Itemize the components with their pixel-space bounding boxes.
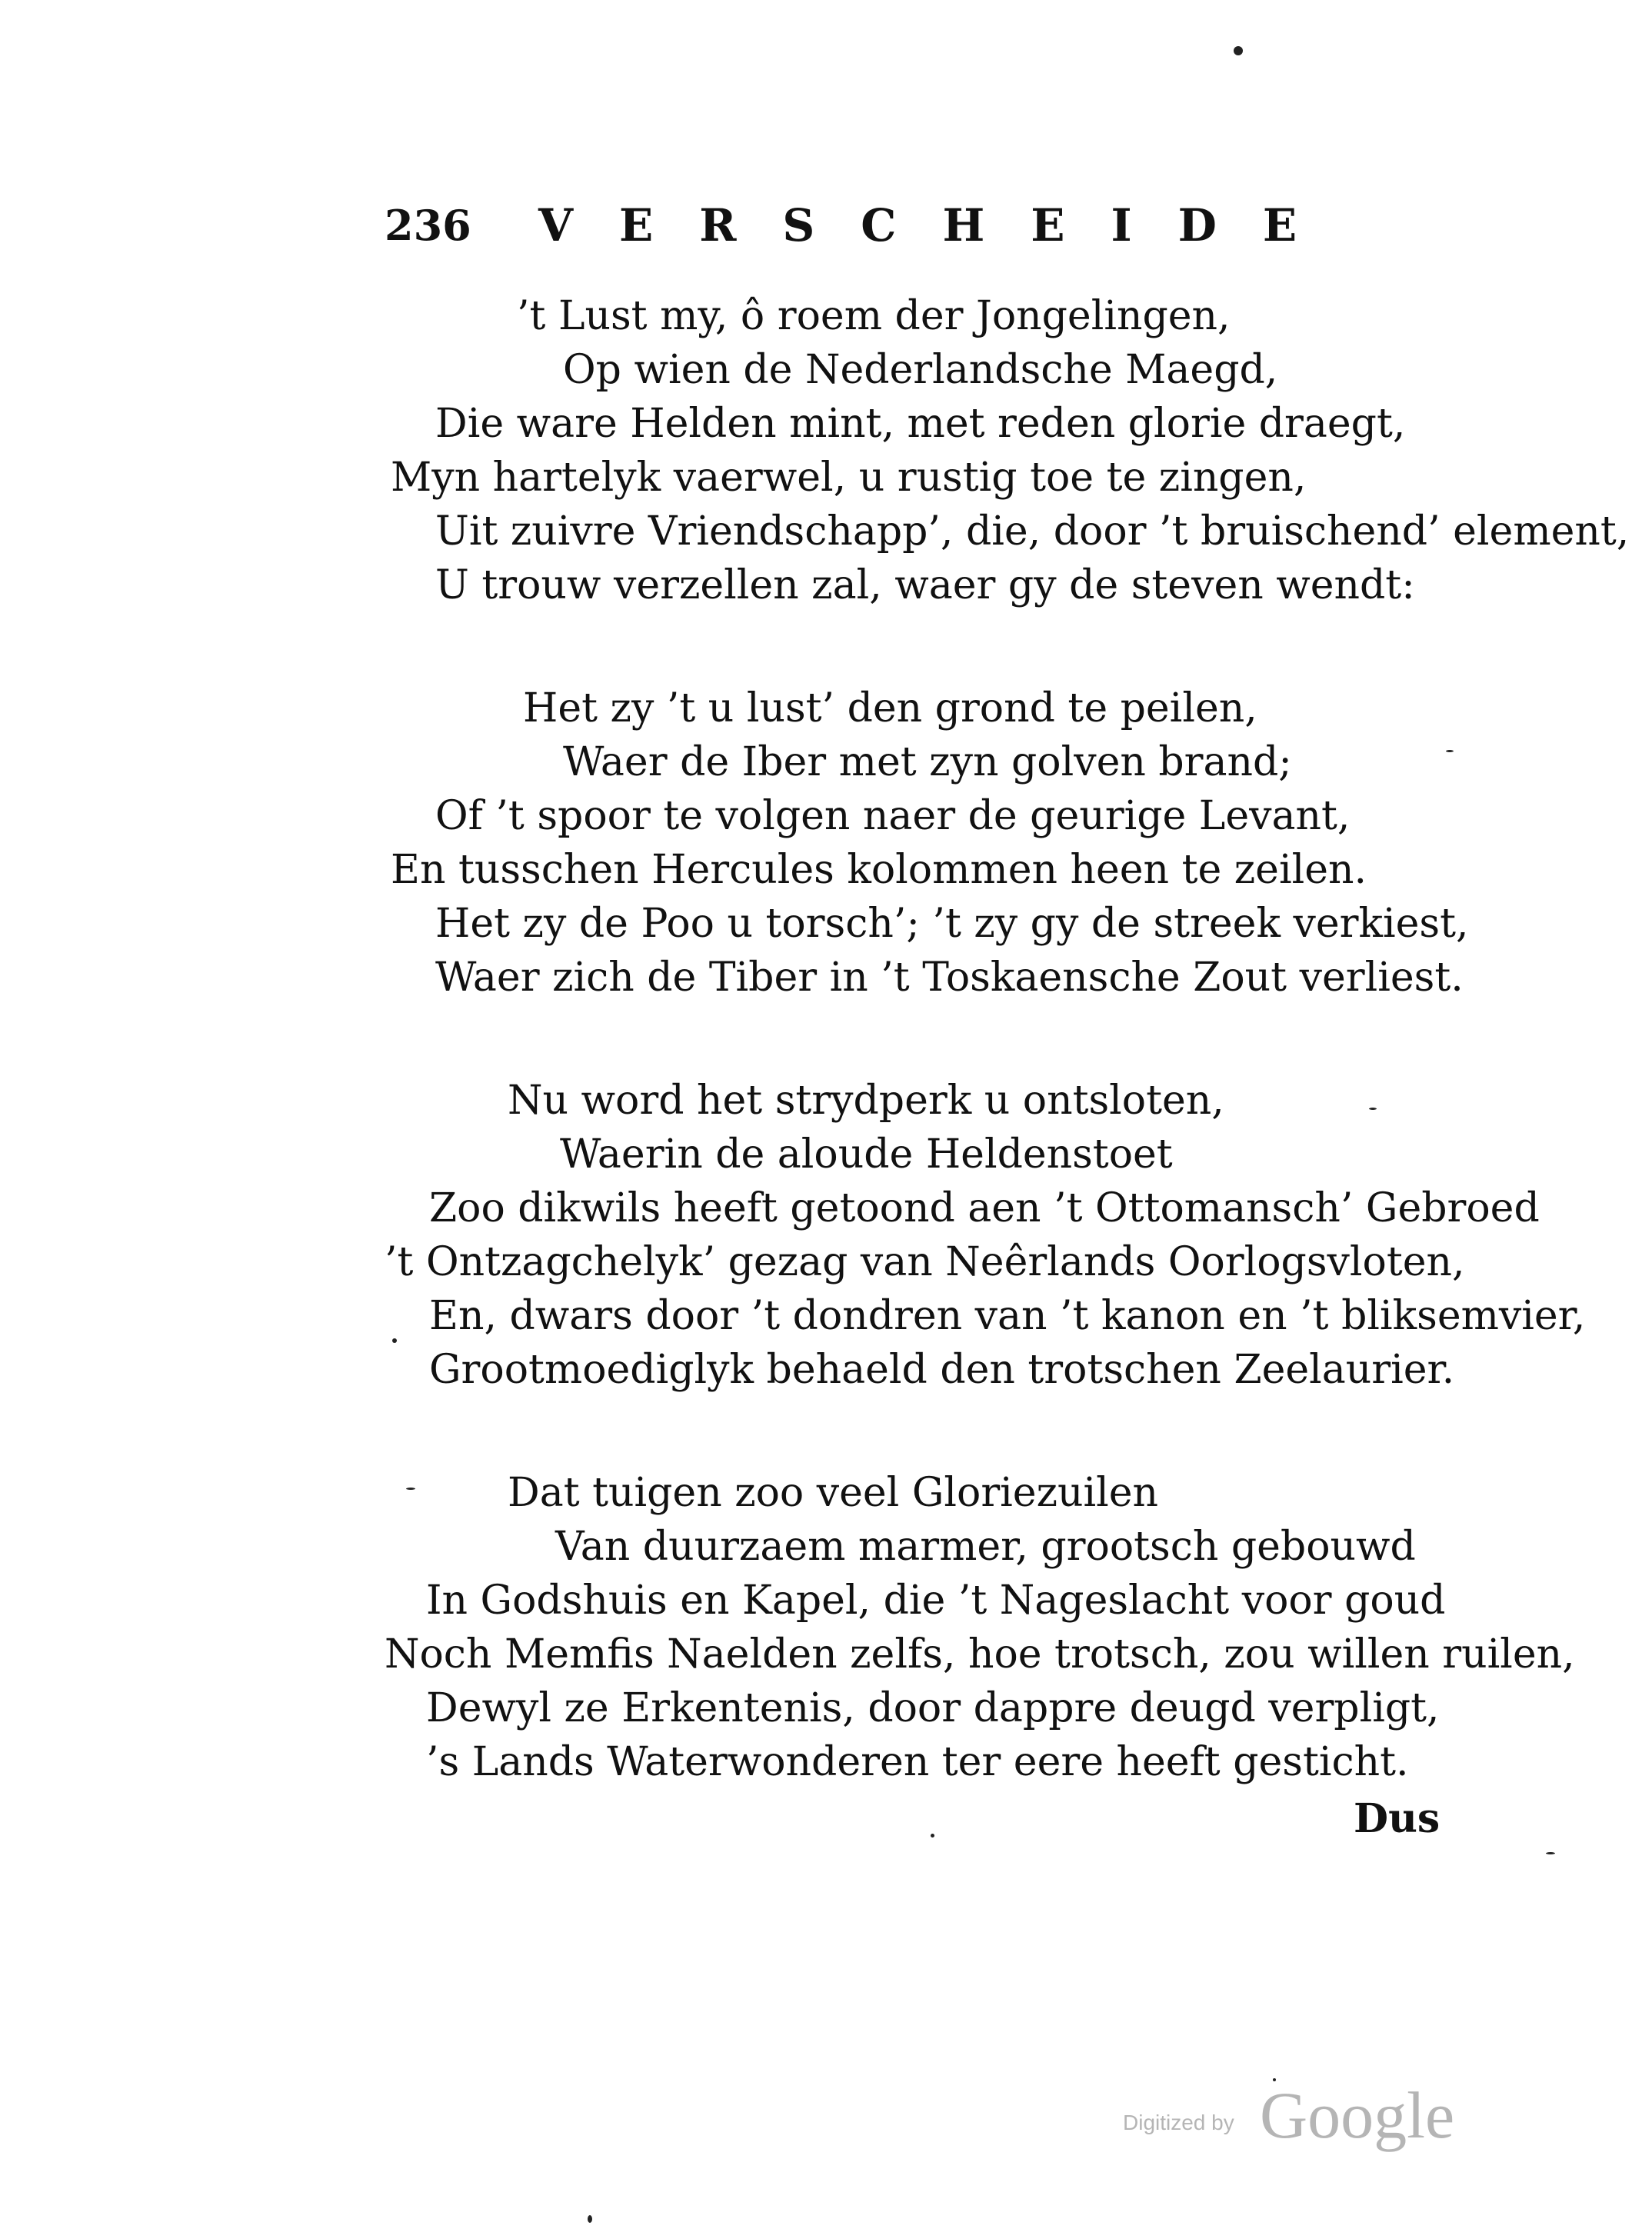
ink-speck <box>1446 750 1454 752</box>
verse-line: In Godshuis en Kapel, die ’t Nageslacht voor goud <box>426 1578 1446 1624</box>
ink-speck <box>406 1488 415 1490</box>
watermark-prefix: Digitized by <box>1123 2111 1234 2134</box>
verse-line: Die ware Helden mint, met reden glorie draegt, <box>435 401 1406 447</box>
running-head: VERSCHEIDE <box>538 199 1344 252</box>
ink-speck <box>1234 46 1243 55</box>
verse-line: Dat tuigen zoo veel Gloriezuilen <box>508 1470 1158 1516</box>
verse-line: ’t Ontzagchelyk’ gezag van Neêrlands Oorlogsvloten, <box>385 1239 1465 1285</box>
ink-speck <box>931 1834 934 1838</box>
verse-line: Waer zich de Tiber in ’t Toskaensche Zout verliest. <box>435 955 1464 1001</box>
verse-line: Op wien de Nederlandsche Maegd, <box>563 347 1278 393</box>
verse-line: ’s Lands Waterwonderen ter eere heeft gesticht. <box>426 1739 1409 1785</box>
catchword: Dus <box>1354 1795 1441 1842</box>
verse-line: U trouw verzellen zal, waer gy de steven wendt: <box>435 562 1415 608</box>
ink-speck <box>588 2215 592 2223</box>
verse-line: Dewyl ze Erkentenis, door dappre deugd verpligt, <box>426 1685 1440 1731</box>
page-header <box>0 198 1652 252</box>
verse-line: Noch Memfis Naelden zelfs, hoe trotsch, zou willen ruilen, <box>385 1631 1575 1678</box>
ink-speck <box>1369 1108 1377 1110</box>
page-number: 236 <box>385 201 471 250</box>
ink-speck <box>392 1338 397 1343</box>
verse-line: Waerin de aloude Heldenstoet <box>560 1131 1173 1178</box>
verse-line: Myn hartelyk vaerwel, u rustig toe te zingen, <box>391 455 1307 501</box>
verse-line: Het zy de Poo u torsch’; ’t zy gy de streek verkiest, <box>435 901 1469 947</box>
verse-line: En tusschen Hercules kolommen heen te zeilen. <box>391 847 1367 893</box>
watermark-logo: Google <box>1260 2078 1455 2152</box>
digitized-watermark <box>1123 2077 1492 2154</box>
ink-speck <box>1546 1852 1555 1854</box>
verse-line: ’t Lust my, ô roem der Jongelingen, <box>517 293 1231 339</box>
verse-line: Grootmoediglyk behaeld den trotschen Zeelaurier. <box>429 1347 1455 1393</box>
verse-line: Of ’t spoor te volgen naer de geurige Levant, <box>435 793 1351 839</box>
verse-line: Het zy ’t u lust’ den grond te peilen, <box>523 685 1257 731</box>
verse-line: Uit zuivre Vriendschapp’, die, door ’t bruischend’ element, <box>435 508 1630 555</box>
verse-line: Nu word het strydperk u ontsloten, <box>508 1078 1224 1124</box>
verse-line: Waer de Iber met zyn golven brand; <box>563 739 1292 785</box>
verse-line: Van duurzaem marmer, grootsch gebouwd <box>555 1524 1416 1570</box>
verse-line: Zoo dikwils heeft getoond aen ’t Ottomansch’ Gebroed <box>429 1185 1540 1231</box>
verse-line: En, dwars door ’t dondren van ’t kanon en ’t bliksemvier, <box>429 1293 1586 1339</box>
